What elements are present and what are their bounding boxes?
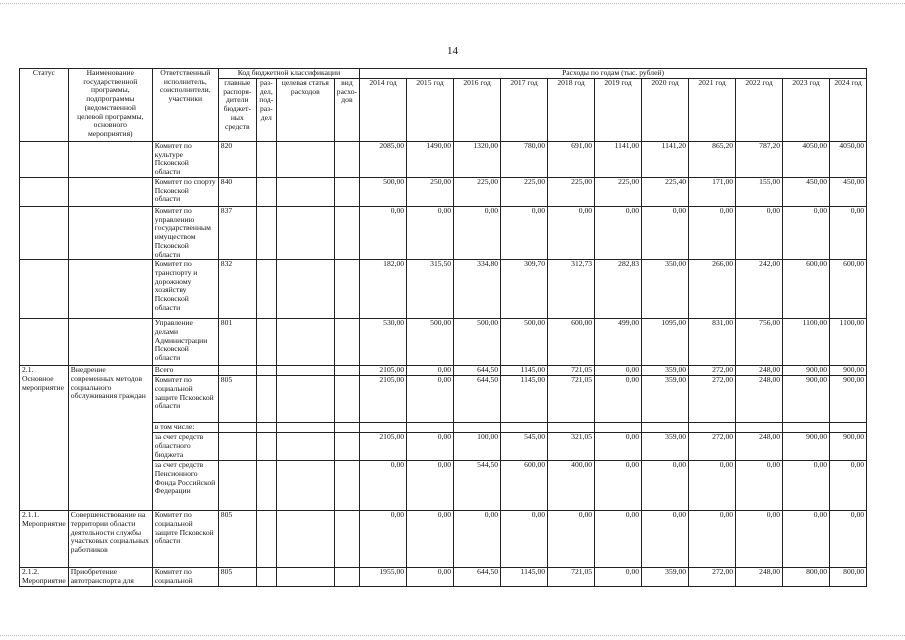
header-year: 2014 год <box>360 79 407 142</box>
code-cell <box>218 461 256 511</box>
value-cell: 272,00 <box>689 366 736 376</box>
name-cell <box>68 207 152 260</box>
value-cell: 0,00 <box>595 366 642 376</box>
value-cell: 272,00 <box>689 376 736 423</box>
value-cell: 0,00 <box>595 461 642 511</box>
value-cell <box>830 423 867 433</box>
value-cell: 900,00 <box>783 376 830 423</box>
header-code-col: вид расхо-дов <box>334 79 359 142</box>
status-cell <box>20 319 69 366</box>
table-row <box>20 142 867 178</box>
target-cell <box>276 423 334 433</box>
section-cell <box>256 423 276 433</box>
table-row <box>20 366 867 376</box>
value-cell: 0,00 <box>407 433 454 461</box>
value-cell: 499,00 <box>595 319 642 366</box>
section-cell <box>256 376 276 423</box>
type-cell <box>334 260 359 319</box>
value-cell: 500,00 <box>501 319 548 366</box>
target-cell <box>276 366 334 376</box>
value-cell: 1141,00 <box>595 142 642 178</box>
value-cell: 544,50 <box>454 461 501 511</box>
header-year: 2024 год <box>830 79 867 142</box>
value-cell: 400,00 <box>548 461 595 511</box>
budget-table <box>19 68 867 587</box>
responsible-cell: Управление делами Администрации Псковской области <box>152 319 218 366</box>
value-cell: 756,00 <box>736 319 783 366</box>
value-cell: 0,00 <box>360 207 407 260</box>
value-cell: 2105,00 <box>360 376 407 423</box>
value-cell: 242,00 <box>736 260 783 319</box>
value-cell: 225,00 <box>595 178 642 207</box>
value-cell: 0,00 <box>407 207 454 260</box>
value-cell: 865,20 <box>689 142 736 178</box>
value-cell: 0,00 <box>783 207 830 260</box>
value-cell <box>783 423 830 433</box>
header-code-col: раз-дел, под-раз-дел <box>256 79 276 142</box>
value-cell: 1955,00 <box>360 568 407 587</box>
value-cell: 315,50 <box>407 260 454 319</box>
value-cell: 272,00 <box>689 433 736 461</box>
code-cell: 805 <box>218 376 256 423</box>
section-cell <box>256 142 276 178</box>
value-cell: 2105,00 <box>360 366 407 376</box>
value-cell: 450,00 <box>830 178 867 207</box>
target-cell <box>276 260 334 319</box>
name-cell: Приобретение автотранспорта для <box>68 568 152 587</box>
table-row <box>20 260 867 319</box>
target-cell <box>276 433 334 461</box>
value-cell: 721,05 <box>548 376 595 423</box>
type-cell <box>334 568 359 587</box>
value-cell: 800,00 <box>830 568 867 587</box>
target-cell <box>276 207 334 260</box>
value-cell: 900,00 <box>783 433 830 461</box>
code-cell <box>218 433 256 461</box>
top-scan-edge <box>0 3 905 4</box>
header-year: 2023 год <box>783 79 830 142</box>
value-cell: 282,83 <box>595 260 642 319</box>
value-cell: 500,00 <box>454 319 501 366</box>
value-cell: 0,00 <box>548 511 595 568</box>
value-cell: 182,00 <box>360 260 407 319</box>
page-number: 14 <box>447 45 458 57</box>
status-cell: 2.1.2. Мероприятие <box>20 568 69 587</box>
responsible-cell: Комитет по управлению государственным имуществом Псковской области <box>152 207 218 260</box>
value-cell: 248,00 <box>736 568 783 587</box>
name-cell <box>68 178 152 207</box>
status-cell <box>20 260 69 319</box>
value-cell: 0,00 <box>689 511 736 568</box>
type-cell <box>334 178 359 207</box>
value-cell: 0,00 <box>595 207 642 260</box>
header-year: 2020 год <box>642 79 689 142</box>
value-cell: 1145,00 <box>501 376 548 423</box>
value-cell: 359,00 <box>642 366 689 376</box>
type-cell <box>334 366 359 376</box>
value-cell: 721,05 <box>548 568 595 587</box>
value-cell: 1145,00 <box>501 366 548 376</box>
value-cell: 312,73 <box>548 260 595 319</box>
value-cell: 309,70 <box>501 260 548 319</box>
responsible-cell: Всего <box>152 366 218 376</box>
value-cell: 500,00 <box>407 319 454 366</box>
value-cell: 0,00 <box>736 511 783 568</box>
value-cell: 600,00 <box>783 260 830 319</box>
header-year: 2015 год <box>407 79 454 142</box>
header-year: 2017 год <box>501 79 548 142</box>
value-cell: 0,00 <box>595 511 642 568</box>
name-cell <box>68 319 152 366</box>
value-cell: 800,00 <box>783 568 830 587</box>
status-cell: 2.1.1. Мероприятие <box>20 511 69 568</box>
responsible-cell: за счет средств Пенсионного Фонда Российской Федерации <box>152 461 218 511</box>
value-cell: 225,00 <box>548 178 595 207</box>
section-cell <box>256 568 276 587</box>
responsible-cell: Комитет по социальной защите Псковской области <box>152 511 218 568</box>
value-cell: 1095,00 <box>642 319 689 366</box>
value-cell <box>736 423 783 433</box>
value-cell: 0,00 <box>454 511 501 568</box>
type-cell <box>334 511 359 568</box>
section-cell <box>256 207 276 260</box>
code-cell <box>218 366 256 376</box>
value-cell: 321,05 <box>548 433 595 461</box>
value-cell: 2085,00 <box>360 142 407 178</box>
value-cell: 0,00 <box>548 207 595 260</box>
responsible-cell: Комитет по культуре Псковской области <box>152 142 218 178</box>
value-cell: 1100,00 <box>830 319 867 366</box>
responsible-cell: Комитет по спорту Псковской области <box>152 178 218 207</box>
header-year: 2022 год <box>736 79 783 142</box>
value-cell: 900,00 <box>830 433 867 461</box>
header-status: Статус <box>20 69 69 142</box>
value-cell: 644,50 <box>454 568 501 587</box>
value-cell: 225,40 <box>642 178 689 207</box>
table-row <box>20 207 867 260</box>
value-cell: 225,00 <box>454 178 501 207</box>
type-cell <box>334 461 359 511</box>
value-cell: 600,00 <box>830 260 867 319</box>
header-year: 2016 год <box>454 79 501 142</box>
value-cell: 600,00 <box>501 461 548 511</box>
value-cell <box>407 423 454 433</box>
code-cell: 832 <box>218 260 256 319</box>
table-body <box>20 142 867 587</box>
section-cell <box>256 461 276 511</box>
type-cell <box>334 423 359 433</box>
value-cell: 900,00 <box>830 366 867 376</box>
value-cell <box>454 423 501 433</box>
header-code-col: целевая статья расходов <box>276 79 334 142</box>
value-cell: 4050,00 <box>830 142 867 178</box>
value-cell <box>360 423 407 433</box>
section-cell <box>256 366 276 376</box>
type-cell <box>334 142 359 178</box>
status-cell <box>20 207 69 260</box>
value-cell: 0,00 <box>407 376 454 423</box>
value-cell: 359,00 <box>642 376 689 423</box>
value-cell: 644,50 <box>454 376 501 423</box>
status-cell: 2.1. Основное мероприятие <box>20 366 69 511</box>
value-cell: 530,00 <box>360 319 407 366</box>
value-cell: 780,00 <box>501 142 548 178</box>
value-cell: 0,00 <box>689 207 736 260</box>
value-cell: 721,05 <box>548 366 595 376</box>
value-cell: 0,00 <box>689 461 736 511</box>
target-cell <box>276 511 334 568</box>
name-cell: Совершенствование на территории области деятельности службы участковых социальных работников <box>68 511 152 568</box>
value-cell: 1100,00 <box>783 319 830 366</box>
value-cell: 0,00 <box>360 461 407 511</box>
section-cell <box>256 178 276 207</box>
value-cell: 900,00 <box>783 366 830 376</box>
value-cell: 0,00 <box>407 461 454 511</box>
value-cell: 900,00 <box>830 376 867 423</box>
value-cell: 0,00 <box>642 511 689 568</box>
value-cell: 0,00 <box>642 207 689 260</box>
header-year: 2019 год <box>595 79 642 142</box>
name-cell: Внедрение современных методов социального обслуживания граждан <box>68 366 152 511</box>
target-cell <box>276 461 334 511</box>
section-cell <box>256 433 276 461</box>
value-cell: 2105,00 <box>360 433 407 461</box>
value-cell: 250,00 <box>407 178 454 207</box>
code-cell: 840 <box>218 178 256 207</box>
value-cell: 0,00 <box>501 207 548 260</box>
value-cell: 266,00 <box>689 260 736 319</box>
value-cell: 0,00 <box>407 568 454 587</box>
section-cell <box>256 319 276 366</box>
type-cell <box>334 433 359 461</box>
value-cell: 0,00 <box>407 511 454 568</box>
responsible-cell: в том числе: <box>152 423 218 433</box>
table-row <box>20 319 867 366</box>
header-year: 2018 год <box>548 79 595 142</box>
value-cell: 831,00 <box>689 319 736 366</box>
value-cell: 450,00 <box>783 178 830 207</box>
header-responsible: Ответственный исполнитель, соисполнители, участники <box>152 69 218 142</box>
status-cell <box>20 178 69 207</box>
value-cell: 248,00 <box>736 376 783 423</box>
value-cell: 0,00 <box>360 511 407 568</box>
header-code-col: главные распоря-дители бюджет-ных средств <box>218 79 256 142</box>
table-row <box>20 178 867 207</box>
value-cell: 248,00 <box>736 433 783 461</box>
value-cell: 1490,00 <box>407 142 454 178</box>
value-cell: 0,00 <box>595 433 642 461</box>
responsible-cell: Комитет по транспорту и дорожному хозяйству Псковской области <box>152 260 218 319</box>
status-cell <box>20 142 69 178</box>
target-cell <box>276 178 334 207</box>
value-cell: 0,00 <box>642 461 689 511</box>
code-cell <box>218 423 256 433</box>
value-cell: 0,00 <box>407 366 454 376</box>
value-cell: 0,00 <box>830 461 867 511</box>
value-cell: 0,00 <box>595 568 642 587</box>
value-cell: 359,00 <box>642 433 689 461</box>
value-cell: 359,00 <box>642 568 689 587</box>
value-cell: 500,00 <box>360 178 407 207</box>
header-budget-code: Код бюджетной классификации <box>218 69 359 79</box>
section-cell <box>256 511 276 568</box>
value-cell: 0,00 <box>783 511 830 568</box>
header-row-1 <box>20 69 867 79</box>
value-cell: 248,00 <box>736 366 783 376</box>
responsible-cell: Комитет по социальной <box>152 568 218 587</box>
value-cell: 691,00 <box>548 142 595 178</box>
header-expenses: Расходы по годам (тыс. рублей) <box>360 69 867 79</box>
type-cell <box>334 207 359 260</box>
value-cell: 545,00 <box>501 433 548 461</box>
value-cell: 0,00 <box>595 376 642 423</box>
value-cell: 0,00 <box>830 207 867 260</box>
code-cell: 805 <box>218 511 256 568</box>
value-cell: 272,00 <box>689 568 736 587</box>
value-cell: 350,00 <box>642 260 689 319</box>
value-cell: 644,50 <box>454 366 501 376</box>
value-cell: 1320,00 <box>454 142 501 178</box>
value-cell: 0,00 <box>454 207 501 260</box>
target-cell <box>276 568 334 587</box>
value-cell: 0,00 <box>830 511 867 568</box>
target-cell <box>276 142 334 178</box>
value-cell: 0,00 <box>736 207 783 260</box>
value-cell: 155,00 <box>736 178 783 207</box>
table-row <box>20 568 867 587</box>
responsible-cell: за счет средств областного бюджета <box>152 433 218 461</box>
responsible-cell: Комитет по социальной защите Псковской области <box>152 376 218 423</box>
name-cell <box>68 260 152 319</box>
value-cell: 0,00 <box>736 461 783 511</box>
value-cell: 0,00 <box>783 461 830 511</box>
value-cell <box>548 423 595 433</box>
code-cell: 801 <box>218 319 256 366</box>
name-cell <box>68 142 152 178</box>
value-cell: 334,80 <box>454 260 501 319</box>
section-cell <box>256 260 276 319</box>
target-cell <box>276 376 334 423</box>
code-cell: 805 <box>218 568 256 587</box>
table-row <box>20 511 867 568</box>
value-cell: 225,00 <box>501 178 548 207</box>
value-cell: 600,00 <box>548 319 595 366</box>
value-cell: 1141,20 <box>642 142 689 178</box>
bottom-scan-edge <box>0 635 905 636</box>
value-cell: 171,00 <box>689 178 736 207</box>
type-cell <box>334 319 359 366</box>
value-cell <box>689 423 736 433</box>
value-cell <box>501 423 548 433</box>
value-cell: 100,00 <box>454 433 501 461</box>
target-cell <box>276 319 334 366</box>
value-cell: 0,00 <box>501 511 548 568</box>
value-cell: 1145,00 <box>501 568 548 587</box>
value-cell: 787,20 <box>736 142 783 178</box>
value-cell: 4050,00 <box>783 142 830 178</box>
code-cell: 820 <box>218 142 256 178</box>
header-year: 2021 год <box>689 79 736 142</box>
code-cell: 837 <box>218 207 256 260</box>
value-cell <box>642 423 689 433</box>
value-cell <box>595 423 642 433</box>
type-cell <box>334 376 359 423</box>
header-name: Наименование государственной программы, подпрограммы (ведомственной целевой программы, основного мероприятия) <box>68 69 152 142</box>
